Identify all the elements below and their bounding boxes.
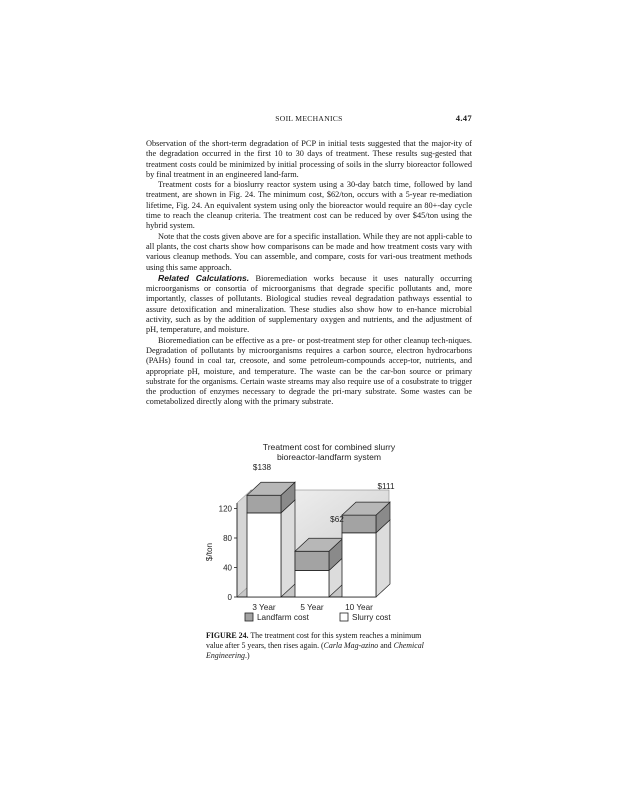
caption-text: The treatment cost for this system reaches a minimum value after 5 years, then rises again. ( (206, 631, 422, 650)
caption-source: Carla Mag-azino (323, 640, 379, 650)
legend-label-slurry: Slurry cost (352, 613, 391, 622)
related-calculations-text: Bioremediation works because it uses naturally occurring microorganisms or consortia of microorganisms that degrade specific pollutants and, more importantly, classes of pollutants. Biological studies reveal degradation pathways essential to assure detoxification and mineralization. These studies also show how to en-hance microbial activity, such as by the addition of supplementary oxygen and nutrients, and the adjustment of pH, temperature, and moisture. (146, 273, 472, 335)
paragraph: Note that the costs given above are for a specific installation. While they are not appli-cable to all plants, the cost charts show how comparisons can be made and how treatment costs vary with various cleanup methods. You can assemble, and compare, costs for vari-ous treatment methods using this same approach. (146, 231, 472, 272)
x-tick-label: 5 Year (300, 603, 324, 612)
paragraph: Observation of the short-term degradation of PCP in initial tests suggested that the major-ity of the degradation occurred in the first 10 to 30 days of treatment. These results sug-gested that treatment costs could be minimized by initial processing of soils in the slurry bioreactor followed by final treatment in an engineered land-farm. (146, 139, 472, 179)
legend-swatch-landfarm (245, 613, 253, 621)
data-label-total: $62 (330, 515, 344, 524)
data-label-total: $138 (252, 463, 272, 472)
y-tick-label: 0 (227, 593, 232, 602)
legend-swatch-slurry (340, 613, 348, 621)
y-axis-label: $/ton (205, 542, 214, 562)
caption-and: and (378, 640, 394, 650)
data-label-total: $111 (377, 482, 395, 491)
figure-caption (206, 631, 430, 660)
legend-label-landfarm: Landfarm cost (257, 613, 309, 622)
related-calculations-heading: Related Calculations. (158, 272, 250, 283)
bar-slurry-front (247, 513, 281, 597)
bar-slurry-side (376, 520, 390, 597)
figure-label: FIGURE 24. (206, 631, 249, 640)
bar-slurry-front (342, 533, 376, 597)
chart-title-line-1: Treatment cost for combined slurry (262, 442, 396, 452)
x-tick-label: 3 Year (252, 603, 276, 612)
bar-landfarm-front (247, 495, 281, 513)
paragraph: Treatment costs for a bioslurry reactor system using a 30-day batch time, followed by land treatment, are shown in Fig. 24. The minimum cost, $62/ton, occurs with a 5-year re-mediation lifetime, Fig. 24. An equivalent system using only the bioreactor would require an 80+-day cycle time to reach the cleanup criteria. The treatment cost can be reduced by over $45/ton using the hybrid system. (146, 180, 472, 231)
x-tick-label: 10 Year (345, 603, 373, 612)
bar-landfarm-front (295, 551, 329, 570)
bar-slurry-front (295, 570, 329, 597)
page-number: 4.47 (455, 113, 472, 123)
bar-slurry-side (281, 500, 295, 597)
y-tick-label: 40 (223, 563, 232, 573)
plot-area (219, 463, 395, 612)
running-title: SOIL MECHANICS (275, 114, 343, 123)
y-tick-label: 120 (218, 504, 232, 514)
caption-end: .) (245, 650, 250, 660)
caption-journal: Chemical Engineering (206, 640, 424, 660)
bar-landfarm-front (342, 515, 376, 533)
y-tick-label: 80 (223, 534, 232, 543)
chart-title-line-2: bioreactor-landfarm system (276, 452, 382, 462)
paragraph: Bioremediation can be effective as a pre- or post-treatment step for other cleanup tech-niques. Degradation of pollutants by microorganisms requires a carbon source, electron hydrocarbons (PAHs) found in coal tar, creosote, and some petroleum-compounds accep-tor, nutrients, and appropriate pH, moisture, and temperature. The waste can be the car-bon source or primary substrate for the organisms. Certain waste streams may also require use of a cosubstrate to trigger the production of enzymes necessary to degrade the pri-mary substrate. Some wastes can be cometabolized directly along with the primary substrate. (146, 335, 472, 407)
